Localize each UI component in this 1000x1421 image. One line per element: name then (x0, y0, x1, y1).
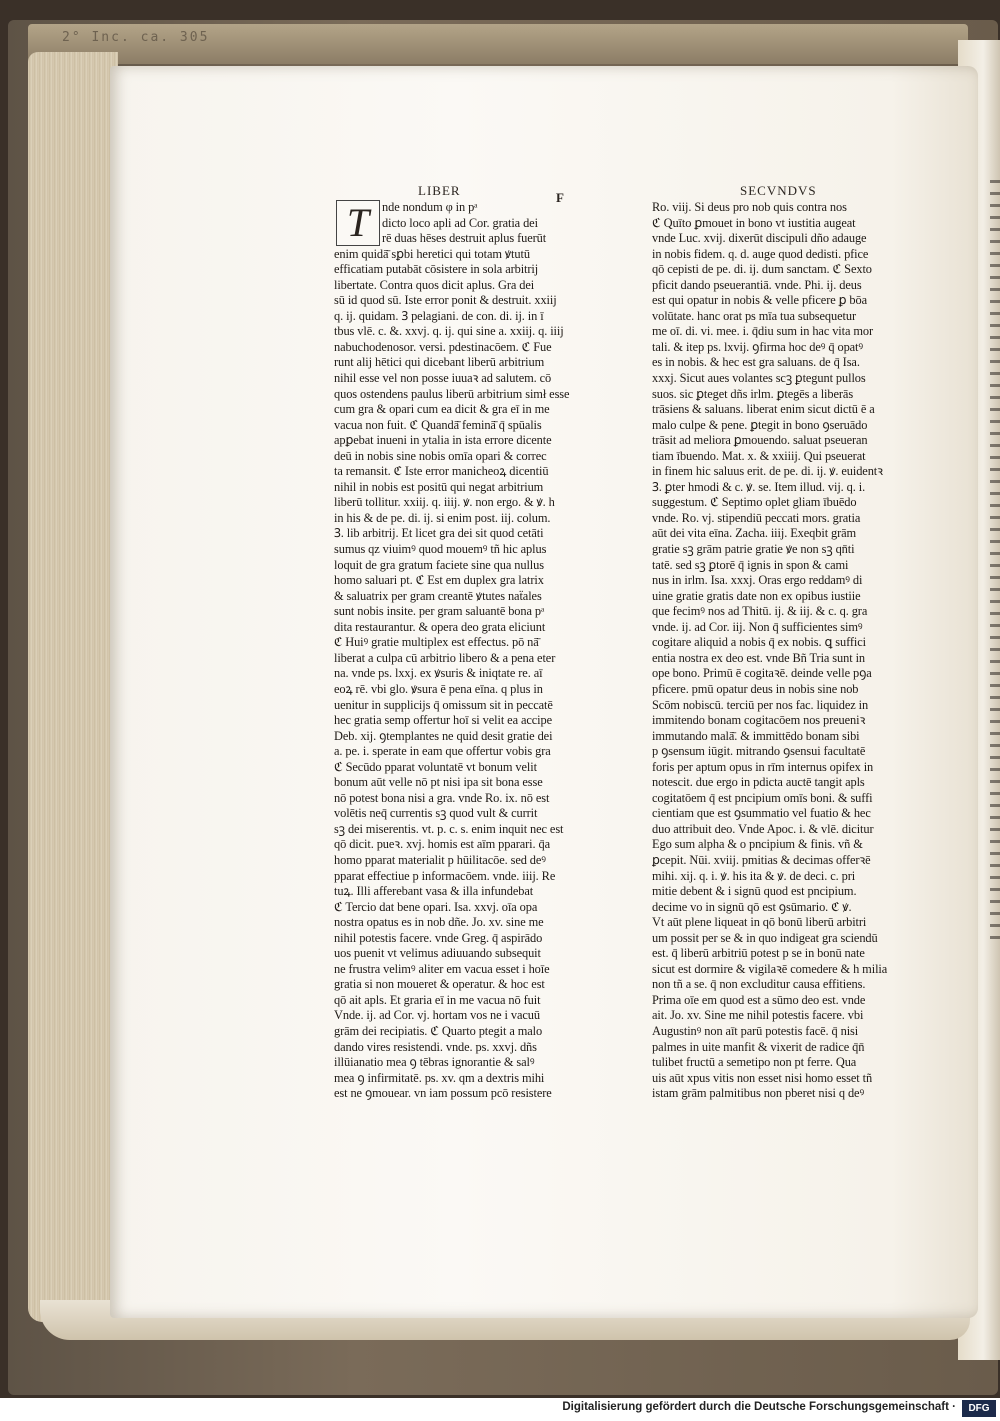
text-line: dicto loco apli ad Cor. gratia dei (382, 215, 538, 230)
text-line: cogitare aliquid a nobis q̄ ex nobis. ꝗ suffici (652, 635, 866, 650)
text-line: ne frustra velimꝰ aliter em vacua esset i hoīe (334, 961, 550, 976)
text-line: in finem hic saluus erit. de pe. di. ij. ꝟ. euidentꝛ (652, 464, 883, 479)
text-line: trāsit ad meliora ꝑmouendo. saluat pseueran (652, 433, 868, 448)
text-line: sicut est dormire & vigilaꝛē comedere & h milia (652, 961, 888, 976)
text-line: Scōm nobiscū. terciū per nos fac. liquidez in (652, 697, 869, 712)
text-line: qō cepisti de pe. di. ij. dum sanctam. ℭ Sexto (652, 262, 872, 277)
text-line: liberat a culpa cū arbitrio libero & a pena eter (334, 650, 556, 665)
text-line: deū in nobis sine nobis omīa opari & correc (334, 448, 547, 463)
text-line: vacua non fuit. ℭ Quandā̄ feminā̄ q̄ spūalis (334, 417, 542, 432)
text-line: nihil potestis facere. vnde Greg. q̄ aspirādo (334, 930, 543, 945)
text-line: nus in irlm. Isa. xxxj. Oras ergo reddamꝰ di (652, 573, 863, 588)
text-line: Deb. xij. ꝯtemplantes ne quid desit gratie dei (334, 728, 553, 743)
text-line: eoꝝ rē. vbi glo. ꝟsura ē pena eīna. q plus in (334, 681, 543, 696)
text-line: Ego sum alpha & o pncipium & finis. vñ & (652, 837, 863, 852)
text-line: ℭ Secūdo pparat voluntatē vt bonum velit (334, 759, 537, 774)
text-line: pparat effectiue p informacōem. vnde. iiij. Re (334, 868, 556, 883)
text-line: ope bono. Primū ē cogitaꝛē. deinde velle pꝯa (652, 666, 872, 681)
text-line: duo attribuit deo. Vnde Apoc. i. & vlē. dicitur (652, 821, 874, 836)
text-line: ta remansit. ℭ Iste error manicheoꝝ dicentiū (334, 464, 549, 479)
text-line: tbus vlē. c. &. xxvj. q. ij. qui sine a. xxiij. q. iiij (334, 324, 564, 339)
footer-bar (0, 1398, 1000, 1421)
text-line: tiam ībuendo. Mat. x. & xxiiij. Qui pseuerat (652, 448, 866, 463)
text-line: trāsiens & saluans. liberat enim sicut dictū ē a (652, 402, 875, 417)
shelf-label: 2° Inc. ca. 305 (62, 30, 210, 45)
text-line: immitendo bonam cogitacōem nos preueniꝛ (652, 713, 866, 728)
text-line: cogitatōem q̄ est pncipium omīs boni. & suffi (652, 790, 873, 805)
signature-mark: F (556, 190, 564, 205)
text-line: est ne ꝯmouear. vn iam possum pcō resistere (334, 1086, 552, 1101)
text-line: Ro. viij. Si deus pro nob quis contra nos (652, 200, 847, 214)
text-line: notescit. due ergo in pdicta auctē tangit apls (652, 775, 865, 790)
text-line: suos. sic ꝑteget dñs irlm. ꝑtegēs a liberās (652, 386, 854, 401)
text-line: mihi. xij. q. i. ꝟ. his ita & ꝟ. de deci. c. pri (652, 868, 856, 883)
running-head-right: SECVNDVS (740, 183, 817, 198)
text-line: immutando malā̄. & immittēdo bonam sibi (652, 728, 860, 743)
text-line: sumus qz viuimꝰ quod mouemꝰ tñ hic aplus (334, 542, 547, 557)
text-line: efficatiam putabāt cōsistere in sola arbitrij (334, 262, 539, 277)
text-line: ꝑcepit. Nūi. xviij. pmitias & decimas offerꝛē (652, 852, 871, 867)
text-line: foris per aptum opus in rīm internus opifex in (652, 759, 874, 774)
text-line: pficit dando pseuerantiā. vnde. Phi. ij. deus (652, 277, 862, 292)
text-line: apꝑebat inueni in ytalia in ista errore dicente (334, 433, 552, 448)
text-line: ait. Jo. xv. Sine me nihil potestis facere. vbi (652, 1008, 864, 1023)
text-line: libertate. Contra quos dicit aplus. Gra dei (334, 277, 535, 292)
text-line: non tñ a se. q̄ non excluditur causa effitiens. (652, 977, 866, 992)
text-column-right (652, 200, 914, 1102)
text-line: na. vnde ps. lxxj. ex ꝟsuris & iniqtate re. aī (334, 666, 543, 681)
text-line: cientiam que est ꝯsummatio vel fuatio & hec (652, 806, 871, 821)
text-line: ℭ Huiꝰ gratie multiplex est effectus. pō nā̄ (334, 635, 539, 650)
text-line: Vt aūt plene liqueat in qō bonū liberū arbitri (652, 915, 867, 930)
text-line: um possit per se & in quo indigeat gra sciendū (652, 930, 878, 945)
text-line: tatē. sed sꝫ ꝑtorē q̄ ignis in spon & cami (652, 557, 849, 572)
text-line: est. q̄ liberū arbitriū potest p se in bonū nate (652, 946, 865, 961)
text-line: volūtate. hanc orat ps mīa tua subsequetur (652, 308, 856, 323)
page-stack (28, 52, 118, 1322)
text-line: Prima oīe em quod est a sūmo deo est. vnde (652, 992, 866, 1007)
text-line: malo culpe & pene. ꝑtegit in bono ꝯseruādo (652, 417, 868, 432)
text-line: qō dicit. pueꝛ. xvj. homis est aīm pparari. q̄a (334, 837, 550, 852)
text-line: sunt nobis insite. per gram saluantē bona pᵃ (334, 604, 545, 619)
text-line: & saluatrix per gram creantē ꝟtutes naẗales (334, 588, 542, 603)
text-line: uine gratie gratis date non ex opibus iustiie (652, 588, 861, 603)
text-line: vnde. Ro. vj. stipendiū peccati mors. gratia (652, 510, 861, 525)
text-line: uos puenit vt velimus adiuuando subsequit (334, 946, 541, 961)
text-line: vnde Luc. xvij. dixerūt discipuli dño adauge (652, 231, 867, 246)
text-line: decime vo in signū qō est ꝯsūmario. ℭ ꝟ. (652, 899, 852, 914)
text-line: Vnde. ij. ad Cor. vj. hortam vos ne i vacuū (334, 1008, 540, 1023)
text-line: rē duas hēses destruit aplus fuerūt (382, 231, 547, 246)
text-line: nihil esse vel non posse iuuaꝛ ad salutem. cō (334, 371, 552, 386)
text-line: me oī. di. vi. mee. i. q̄diu sum in hac vita mor (652, 324, 874, 339)
text-line: pficere. pmū opatur deus in nobis sine nob (652, 681, 859, 696)
text-line: gratia si non moueret & operatur. & hoc est (334, 977, 545, 992)
text-line: est qui opatur in nobis & velle pficere ꝑ bōa (652, 293, 867, 308)
text-line: bonum aūt velle nō pt nisi ipa sit bona esse (334, 775, 543, 790)
text-line: ℭ Quīto ꝑmouet in bono vt iustitia augeat (652, 215, 856, 230)
text-line: p ꝯsensum iūgit. mitrando ꝯsensui facultatē (652, 744, 866, 759)
text-line: Ꝫ. lib arbitrij. Et licet gra dei sit quod cetāti (334, 526, 544, 541)
text-line: sū id quod sū. Iste error ponit & destruit. xxiij (334, 293, 557, 308)
text-line: dando vires resistendi. vnde. ps. xxvj. dñs (334, 1039, 537, 1054)
text-line: istam grām palmitibus non pberet nisi q deꝰ (652, 1086, 865, 1101)
text-line: vnde. ij. ad Cor. iij. Non q̄ sufficientes simꝰ (652, 619, 863, 634)
text-line: gratie sꝫ grām patrie gratie ꝟe non sꝫ qn̄ti (652, 542, 855, 557)
text-line: entia nostra ex deo est. vnde Bñ Tria sunt in (652, 650, 866, 665)
facing-page-text (990, 180, 1000, 940)
text-line: quos ostendens paulus liberū arbitrium simł esse (334, 386, 570, 401)
running-head-left: LIBER (418, 183, 461, 198)
text-line: homo pparat materialit p hūilitacōe. sed deꝰ (334, 852, 546, 867)
text-line: runt alij hētici qui dicebant liberū arbitrium (334, 355, 545, 370)
dfg-logo: DFG (962, 1400, 996, 1417)
text-line: q. ij. quidam. Ꝫ pelagiani. de con. di. ij. in ī (334, 308, 544, 323)
text-line: que fecimꝰ nos ad Thitū. ij. & iij. & c. q. gra (652, 604, 868, 619)
decorated-initial: T (336, 200, 380, 246)
text-line: qō ait apls. Et graria eī in me vacua nō fuit (334, 992, 541, 1007)
text-line: liberū tollitur. xxiij. q. iiij. ꝟ. non ergo. & ꝟ. h (334, 495, 555, 510)
text-line: in his & de pe. di. ij. si enim post. iij. colum. (334, 510, 551, 525)
text-line: uis aūt xpus vitis non esset nisi homo esset tñ (652, 1070, 873, 1085)
text-line: homo saluari pt. ℭ Est em duplex gra latrix (334, 573, 544, 588)
text-line: suggestum. ℭ Septimo oplet gliam ībuēdo (652, 495, 857, 510)
funding-notice: Digitalisierung gefördert durch die Deutsche Forschungsgemeinschaft · (562, 1401, 956, 1413)
text-line: aūt dei vita eīna. Zacha. iiij. Exeqbit grām (652, 526, 857, 541)
text-line: enim quidā̄ sꝑbi heretici qui totam ꝟtutū (334, 246, 530, 261)
text-line: mea ꝯ infirmitatē. ps. xv. qm a dextris mihi (334, 1070, 545, 1085)
text-line: sꝫ dei miserentis. vt. p. c. s. enim inquit nec est (334, 821, 564, 836)
text-line: palmes in uite manfit & vixerit de radice q̄n̄ (652, 1039, 865, 1054)
text-line: uenitur in supplicijs q̄ omissum sit in peccatē (334, 697, 553, 712)
text-line: grām dei recipiatis. ℭ Quarto ptegit a malo (334, 1023, 543, 1038)
text-line: nabuchodenosor. versi. pdestinacōem. ℭ Fue (334, 339, 552, 354)
text-line: es in nobis. & hec est gra saluans. de q̄ Isa. (652, 355, 860, 370)
text-line: tulibet fructū a semetipo non pt ferre. Qua (652, 1055, 857, 1070)
text-line: illūianatio mea ꝯ tēbras ignorantie & salꝰ (334, 1055, 535, 1070)
text-line: nihil in nobis est positū qui negat arbitrium (334, 479, 544, 494)
text-line: dita restaurantur. & opera deo grata eliciunt (334, 619, 546, 634)
text-line: nō potest bona nisi a gra. vnde Ro. ix. nō est (334, 790, 550, 805)
text-line: hec gratia semp offertur hoī si velit ea accipe (334, 713, 553, 728)
text-line: in nobis fidem. q. d. auge quod dedisti. pfice (652, 246, 869, 261)
text-line: ℭ Tercio dat bene opari. Isa. xxvj. oīa opa (334, 899, 538, 914)
text-line: xxxj. Sicut aues volantes scꝫ ꝑtegunt pullos (652, 371, 866, 386)
text-line: nostra opatus es in nob dñe. Jo. xv. sine me (334, 915, 544, 930)
text-line: a. pe. i. sperate in eam que offertur vobis gra (334, 744, 551, 759)
text-line: Augustinꝰ non aīt parū potestis facē. q̄ nisi (652, 1023, 859, 1038)
text-line: loquit de gra gratum faciete sine qua nullus (334, 557, 544, 572)
text-line: volētis neq̄ currentis sꝫ quod vult & currit (334, 806, 538, 821)
text-line: Ꝫ. ꝑter hmodi & c. ꝟ. se. Item illud. vij. q. i. (652, 479, 866, 494)
text-column-left (334, 200, 596, 1102)
text-line: cum gra & opari cum ea dicit & gra eī in me (334, 402, 550, 417)
text-line: tali. & itep ps. lxvij. ꝯfirma hoc deꝰ q̄ opatꝰ (652, 339, 864, 354)
text-line: mitie debent & i signū quod est pncipium. (652, 884, 857, 899)
text-line: nde nondum φ in pᵃ (382, 200, 478, 214)
text-line: tuꝝ. Illi afferebant vasa & illa infundebat (334, 884, 534, 899)
